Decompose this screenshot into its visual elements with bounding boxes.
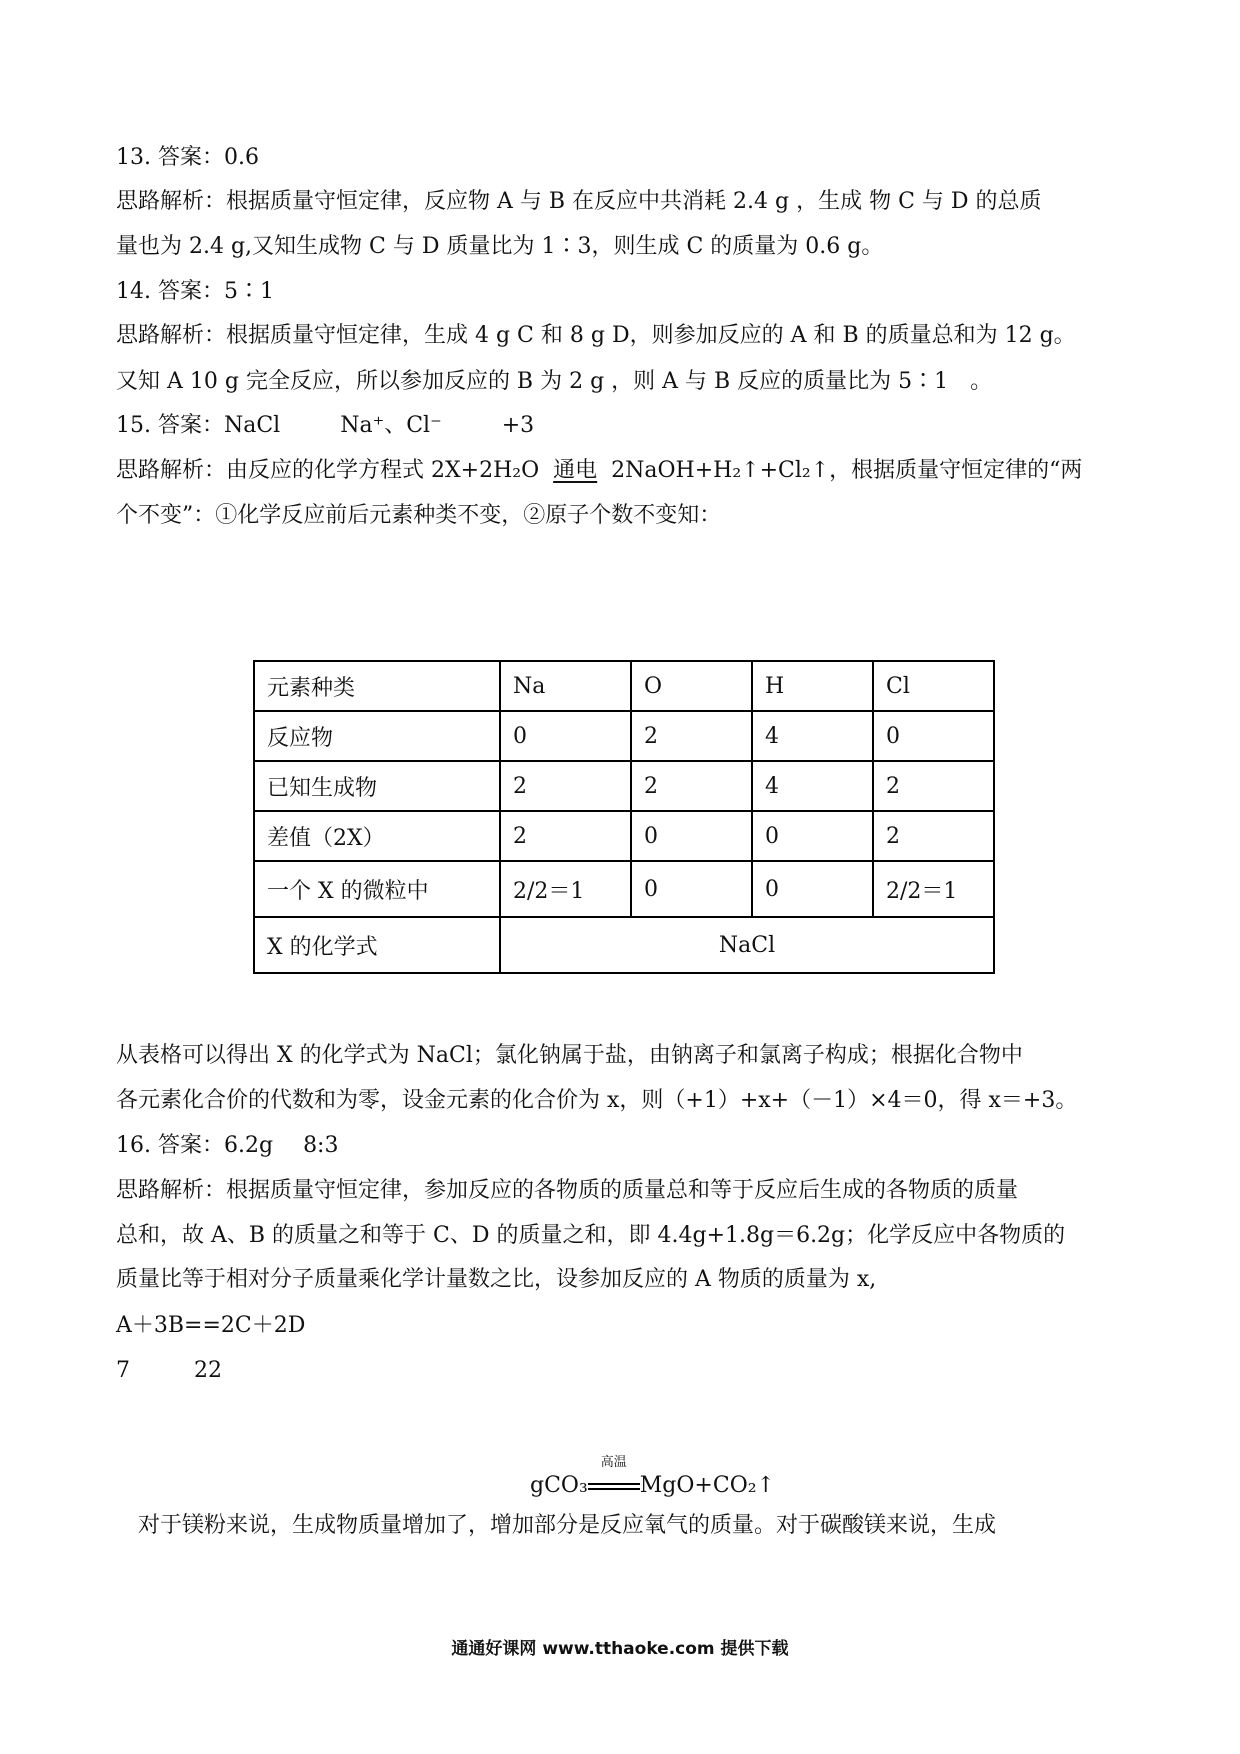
q14-answer: 14. 答案：5∶1 xyxy=(116,279,274,304)
table-cell: 一个 X 的微粒中 xyxy=(254,861,500,917)
table-cell: 0 xyxy=(631,811,752,861)
q14-analysis-line-2: 又知 A 10 g 完全反应，所以参加反应的 B 为 2 g ，则 A 与 B 反应的质量比为 5∶1 。 xyxy=(116,369,993,394)
q16-analysis-line-1: 思路解析：根据质量守恒定律，参加反应的各物质的质量总和等于反应后生成的各物质的质量 xyxy=(116,1178,1019,1203)
q15-answer xyxy=(116,410,1136,442)
q16-analysis-line-2: 总和，故 A、B 的质量之和等于 C、D 的质量之和，即 4.4g+1.8g＝6.2g；化学反应中各物质的 xyxy=(116,1223,1066,1248)
q15-answer-formula: 15. 答案：NaCl xyxy=(116,413,281,438)
table-cell: 2 xyxy=(873,811,994,861)
table-header-cell: 元素种类 xyxy=(254,661,500,711)
table-cell: 2/2＝1 xyxy=(873,861,994,917)
table-cell: 2 xyxy=(500,761,631,811)
table-cell: 0 xyxy=(752,811,873,861)
table-formula-value: NaCl xyxy=(500,917,994,973)
table-cell: 2 xyxy=(873,761,994,811)
table-header-cell: Na xyxy=(500,661,631,711)
table-formula-label: X 的化学式 xyxy=(254,917,500,973)
table-cell: 0 xyxy=(500,711,631,761)
fragment-text: 对于镁粉来说，生成物质量增加了，增加部分是反应氧气的质量。对于碳酸镁来说，生成 xyxy=(116,1513,997,1538)
table-cell: 差值（2X） xyxy=(254,811,500,861)
table-cell: 4 xyxy=(752,761,873,811)
q16-analysis-line-3: 质量比等于相对分子质量乘化学计量数之比，设参加反应的 A 物质的质量为 x, xyxy=(116,1267,877,1292)
q15-analysis-prefix: 思路解析：由反应的化学方程式 2X+2H₂O xyxy=(116,458,540,483)
q13-answer: 13. 答案：0.6 xyxy=(116,145,259,170)
table-cell: 2 xyxy=(500,811,631,861)
table-header-row xyxy=(254,661,994,711)
q16-answer-mass: 16. 答案：6.2g xyxy=(116,1133,274,1158)
table-header-cell: Cl xyxy=(873,661,994,711)
table-cell: 已知生成物 xyxy=(254,761,500,811)
table-cell: 2 xyxy=(631,761,752,811)
q15-answer-valence: +3 xyxy=(501,413,535,438)
element-count-table xyxy=(253,660,995,974)
q16-mass-b: 22 xyxy=(194,1358,222,1383)
q16-equation: A＋3B==2C＋2D xyxy=(116,1313,306,1338)
q16-answer-ratio: 8:3 xyxy=(303,1133,339,1158)
q15-analysis-suffix: 2NaOH+H₂↑+Cl₂↑，根据质量守恒定律的“两 xyxy=(611,458,1083,483)
table-row xyxy=(254,861,994,917)
q14-analysis-line-1: 思路解析：根据质量守恒定律，生成 4 g C 和 8 g D，则参加反应的 A 和 B 的质量总和为 12 g。 xyxy=(116,323,1076,348)
table-cell: 反应物 xyxy=(254,711,500,761)
table-cell: 0 xyxy=(752,861,873,917)
q15-analysis-line-1 xyxy=(116,455,1136,487)
q15-reaction-condition: 通电 xyxy=(553,458,598,483)
q15-analysis-line-2: 个不变”：①化学反应前后元素种类不变，②原子个数不变知： xyxy=(116,503,722,528)
table-row xyxy=(254,761,994,811)
equation-double-line xyxy=(588,1483,640,1490)
q16-mass-a: 7 xyxy=(116,1358,130,1383)
q16-answer xyxy=(116,1130,1136,1162)
q15-answer-ions: Na⁺、Cl⁻ xyxy=(340,413,442,438)
q16-masses xyxy=(116,1355,1136,1387)
equation-condition-label: 高温 xyxy=(600,1455,627,1470)
table-row xyxy=(254,917,994,973)
table-cell: 4 xyxy=(752,711,873,761)
table-header-cell: O xyxy=(631,661,752,711)
equation-condition xyxy=(588,1455,640,1502)
q15-conclusion-line-2: 各元素化合价的代数和为零，设金元素的化合价为 x，则（+1）+x+（－1）×4＝0，得 x＝+3。 xyxy=(116,1088,1078,1113)
q13-analysis-line-1: 思路解析：根据质量守恒定律，反应物 A 与 B 在反应中共消耗 2.4 g ，生成 物 C 与 D 的总质 xyxy=(116,189,1042,214)
q15-conclusion-line-1: 从表格可以得出 X 的化学式为 NaCl；氯化钠属于盐，由钠离子和氯离子构成；根据化合物中 xyxy=(116,1043,1023,1068)
page-footer: 通通好课网 www.tthaoke.com 提供下载 xyxy=(451,1639,789,1659)
table-cell: 2 xyxy=(631,711,752,761)
table-header-cell: H xyxy=(752,661,873,711)
equation-left: gCO₃ xyxy=(530,1473,588,1498)
q13-analysis-line-2: 量也为 2.4 g,又知生成物 C 与 D 质量比为 1∶3，则生成 C 的质量为 0.6 g。 xyxy=(116,234,884,259)
table-row xyxy=(254,811,994,861)
magnesium-carbonate-equation xyxy=(530,1455,775,1502)
equation-right: MgO+CO₂↑ xyxy=(639,1473,775,1498)
table-cell: 0 xyxy=(631,861,752,917)
table-row xyxy=(254,711,994,761)
table-cell: 2/2＝1 xyxy=(500,861,631,917)
table-cell: 0 xyxy=(873,711,994,761)
